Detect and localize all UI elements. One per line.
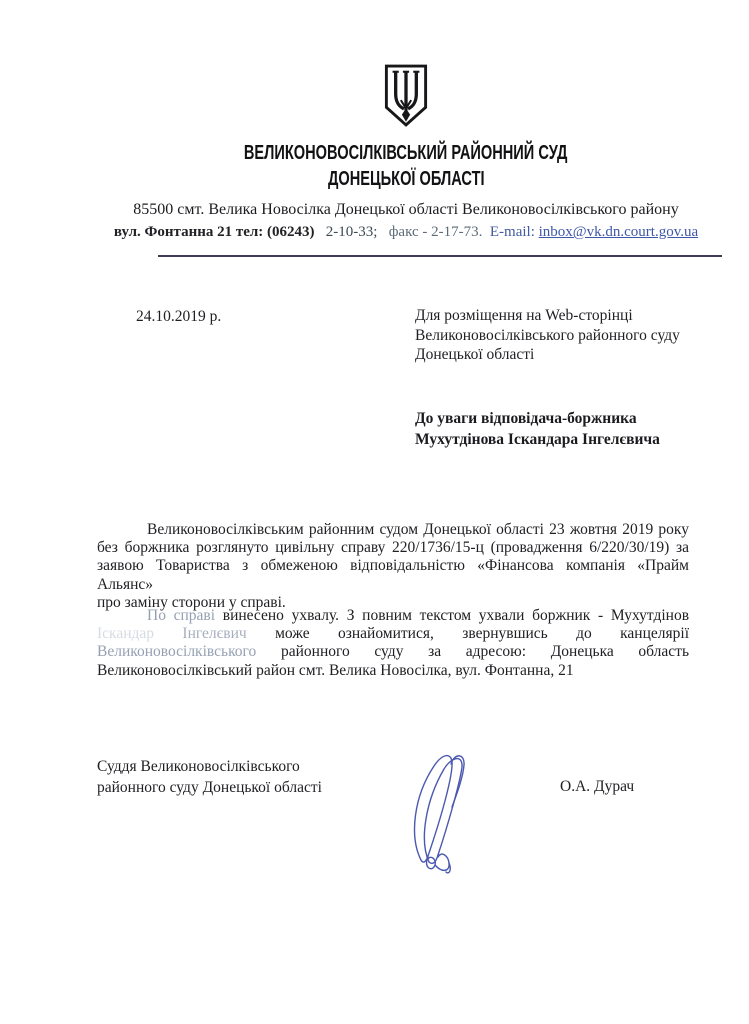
p1-line4: про заміну сторони у справі. [97, 593, 286, 611]
p1-line3: заявою Товариства з обмеженою відповідальністю «Фінансова компанія «Прайм Альянс» [97, 557, 689, 593]
publication-note-line3: Донецької області [415, 346, 535, 363]
letterhead [61, 64, 749, 241]
signer-title [97, 756, 322, 798]
attention-line1: До уваги відповідача-боржника [415, 410, 637, 427]
p2-line2 [97, 625, 689, 643]
court-name-line2: ДОНЕЦЬКОЇ ОБЛАСТІ [327, 168, 485, 190]
publication-note-line2: Великоновосілківського районного суду [415, 326, 680, 344]
email-label: E-mail: [489, 224, 535, 240]
p1-line2: без боржника розглянуто цивільну справу 220/1736/15-ц (провадження 6/220/30/19) за [97, 539, 689, 557]
document-date: 24.10.2019 р. [136, 308, 222, 325]
ukraine-trident-emblem-icon [383, 64, 429, 128]
court-name-line1: ВЕЛИКОНОВОСІЛКІВСЬКИЙ РАЙОННИЙ СУД [244, 142, 568, 164]
paragraph-ruling-summary [97, 521, 689, 612]
handwritten-signature-ink [406, 750, 484, 878]
p2-line2-rest: може ознайомитися, звернувшись до канцелярії [275, 625, 689, 643]
attention-block [415, 408, 660, 450]
p2-line4: Великоновосілківський район смт. Велика Новосілка, вул. Фонтанна, 21 [97, 661, 574, 679]
publication-note [415, 306, 680, 365]
p2-line1-rest: винесено ухвалу. З повним текстом ухвали боржник - Мухутдінов [222, 607, 690, 624]
p2-faded-court: Великоновосілківського [97, 643, 257, 661]
p2-line3-rest: районного суду за адресою: Донецька область [280, 643, 690, 661]
attention-line2: Мухутдінова Іскандара Інгелєвича [415, 431, 660, 448]
signer-title-line2: районного суду Донецької області [97, 779, 322, 796]
p1-line1: Великоновосілківським районним судом Донецької області 23 жовтня 2019 року [147, 521, 689, 538]
p2-line3 [97, 643, 689, 661]
publication-note-line1: Для розміщення на Web-сторінці [415, 307, 633, 324]
p2-faded-start: По справі [147, 607, 216, 624]
court-address-line2 [61, 224, 749, 241]
p2-faded-patronymic: Інгелєвич [182, 625, 247, 643]
email-link[interactable]: inbox@vk.dn.court.gov.ua [538, 224, 699, 240]
fax-number: факс - 2-17-73. [388, 224, 483, 240]
court-address-line1: 85500 смт. Велика Новосілка Донецької області Великоновосілківського району [133, 201, 679, 218]
p2-ghost-name: Іскандар [97, 625, 155, 643]
signer-title-line1: Суддя Великоновосілківського [97, 758, 300, 775]
p2-line1 [97, 607, 689, 625]
phone-number: 2-10-33; [325, 224, 378, 240]
street-phone-label: вул. Фонтанна 21 тел: (06243) [113, 224, 315, 240]
paragraph-notice [97, 607, 689, 680]
letterhead-divider [158, 255, 722, 257]
signer-name: О.А. Дурач [560, 778, 635, 795]
